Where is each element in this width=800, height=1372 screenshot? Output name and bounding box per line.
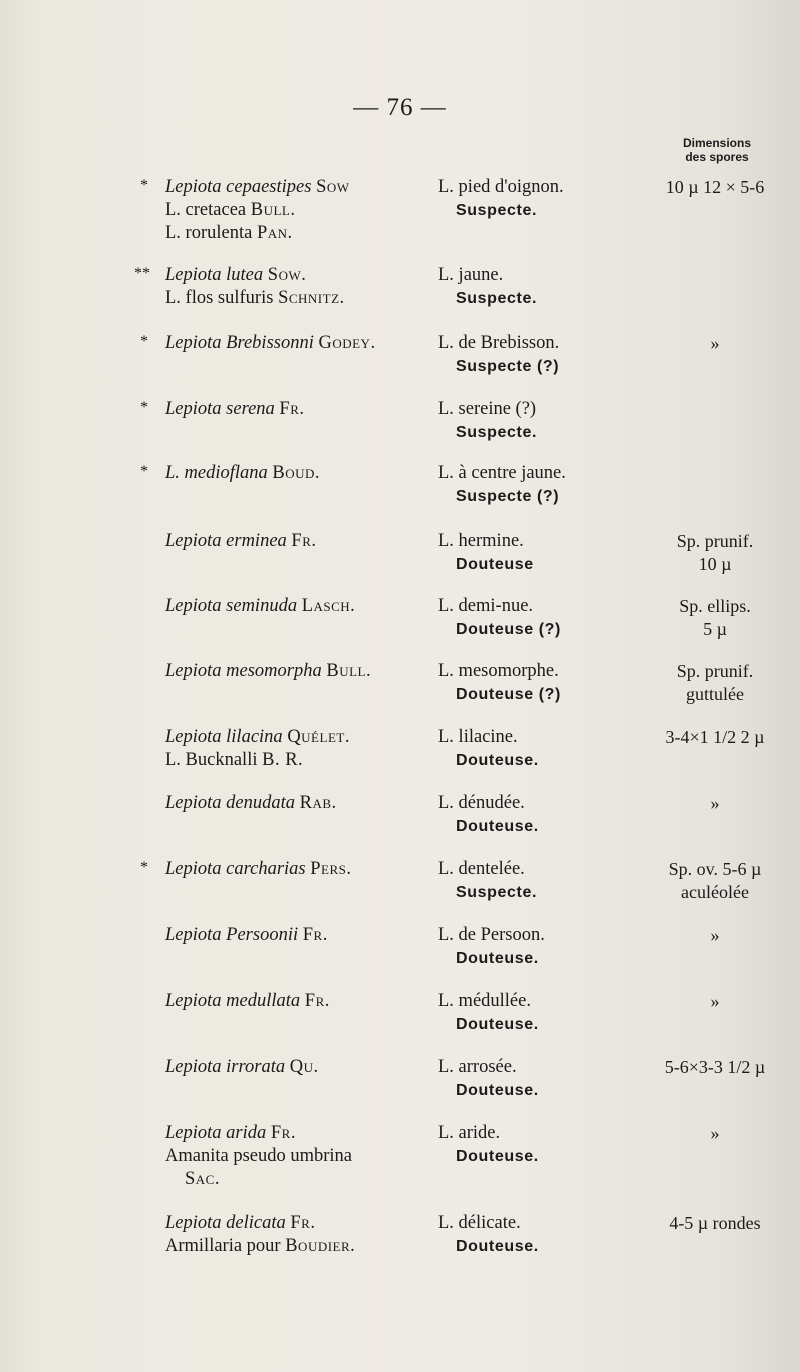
spore-dimensions [640, 530, 790, 576]
hazard-star: * [140, 177, 148, 194]
synonym-name: Amanita pseudo umbrina [165, 1146, 353, 1166]
edibility-status: Suspecte. [456, 424, 537, 441]
latin-name-line [165, 287, 435, 310]
french-name: L. dentelée. [438, 859, 525, 879]
spore-line: 5-6×3-3 1/2 µ [664, 1057, 766, 1077]
author-name: Godey. [318, 333, 376, 353]
latin-name-line [165, 1122, 435, 1145]
spore-dimensions [640, 858, 790, 904]
latin-name: Lepiota lilacina [165, 727, 283, 747]
edibility-status: Douteuse. [456, 818, 539, 835]
latin-names [165, 264, 435, 310]
author-name: Pan. [256, 223, 293, 243]
latin-name-line [165, 726, 435, 749]
synonym-name: L. flos sulfuris [165, 288, 274, 308]
latin-name-line [165, 1056, 435, 1079]
author-name: Pers. [310, 859, 352, 879]
spore-dimensions [640, 792, 790, 815]
latin-names [165, 660, 435, 683]
french-name-block [438, 1122, 648, 1168]
spore-dimensions [640, 1212, 790, 1235]
french-name: L. arrosée. [438, 1057, 517, 1077]
spore-dimensions [640, 595, 790, 641]
hazard-star: * [140, 399, 148, 416]
author-name: Rab. [299, 793, 337, 813]
french-name-block [438, 858, 648, 904]
spore-dimensions [640, 332, 790, 355]
latin-names [165, 332, 435, 355]
spore-line: » [710, 793, 720, 813]
author-name: Fr. [304, 991, 330, 1011]
french-name-block [438, 176, 648, 222]
latin-name-line [165, 176, 435, 199]
edibility-status: Suspecte. [456, 202, 537, 219]
spore-dimensions [640, 924, 790, 947]
edibility-status: Douteuse (?) [456, 621, 561, 638]
author-name: Lasch. [301, 596, 356, 616]
french-name-block [438, 924, 648, 970]
latin-name-line [165, 990, 435, 1013]
synonym-name: L. Bucknalli [165, 750, 258, 770]
latin-name-line [165, 749, 435, 772]
author-name: Boudier. [285, 1236, 356, 1256]
spore-dimensions [640, 990, 790, 1013]
french-name-block [438, 264, 648, 310]
spore-line: 4-5 µ rondes [669, 1213, 761, 1233]
author-name: Quélet. [287, 727, 350, 747]
spore-line: 10 µ [698, 554, 732, 574]
latin-names [165, 792, 435, 815]
latin-name: Lepiota denudata [165, 793, 296, 813]
spore-line: Sp. prunif. [676, 531, 754, 551]
author-name: B. R. [262, 750, 304, 770]
latin-name: L. medioflana [165, 463, 268, 483]
edibility-status: Douteuse. [456, 1238, 539, 1255]
latin-name-line [165, 1145, 435, 1168]
edibility-status: Douteuse. [456, 950, 539, 967]
french-name: L. à centre jaune. [438, 463, 566, 483]
latin-names [165, 726, 435, 772]
latin-name: Lepiota Persoonii [165, 925, 299, 945]
french-name: L. délicate. [438, 1213, 521, 1233]
author-name: Qu. [289, 1057, 319, 1077]
latin-name-line [165, 1168, 435, 1191]
latin-names [165, 176, 435, 245]
column-header-line: des spores [685, 150, 749, 164]
french-name: L. de Persoon. [438, 925, 545, 945]
author-name: Bull. [326, 661, 372, 681]
french-name-block [438, 660, 648, 706]
author-name: Boud. [272, 463, 321, 483]
author-name: Fr. [270, 1123, 296, 1143]
author-name: Sow. [267, 265, 307, 285]
latin-name: Lepiota carcharias [165, 859, 306, 879]
author-name: Bull. [250, 200, 296, 220]
spore-line: 10 µ 12 × 5-6 [665, 177, 765, 197]
edibility-status: Douteuse. [456, 1016, 539, 1033]
hazard-star: * [140, 859, 148, 876]
edibility-status: Douteuse [456, 556, 534, 573]
french-name-block [438, 332, 648, 378]
latin-names [165, 924, 435, 947]
spore-line: » [710, 333, 720, 353]
french-name-block [438, 595, 648, 641]
french-name-block [438, 1212, 648, 1258]
french-name: L. hermine. [438, 531, 524, 551]
latin-name-line [165, 398, 435, 421]
latin-name: Lepiota serena [165, 399, 275, 419]
author-name: Sac. [185, 1169, 220, 1189]
author-name: Fr. [302, 925, 328, 945]
french-name-block [438, 990, 648, 1036]
latin-name-line [165, 660, 435, 683]
french-name: L. jaune. [438, 265, 504, 285]
french-name: L. aride. [438, 1123, 501, 1143]
latin-names [165, 858, 435, 881]
edibility-status: Suspecte. [456, 884, 537, 901]
page-number: — 76 — [353, 94, 447, 121]
latin-name-line [165, 1235, 435, 1258]
latin-name: Lepiota cepaestipes [165, 177, 312, 197]
spore-line: 5 µ [703, 619, 727, 639]
latin-name: Lepiota mesomorpha [165, 661, 322, 681]
french-name-block [438, 530, 648, 576]
spore-line: aculéolée [681, 882, 749, 902]
spore-line: » [710, 1123, 720, 1143]
spore-line: Sp. ellips. [679, 596, 751, 616]
hazard-star: ** [134, 265, 150, 282]
latin-name-line [165, 792, 435, 815]
author-name: Schnitz. [278, 288, 345, 308]
synonym-name: L. cretacea [165, 200, 247, 220]
french-name: L. mesomorphe. [438, 661, 559, 681]
latin-name-line [165, 222, 435, 245]
latin-name: Lepiota seminuda [165, 596, 298, 616]
spore-dimensions [640, 1122, 790, 1145]
latin-names [165, 398, 435, 421]
latin-name: Lepiota irrorata [165, 1057, 286, 1077]
latin-name-line [165, 530, 435, 553]
spore-dimensions-header [662, 136, 772, 164]
latin-name-line [165, 462, 435, 485]
column-header-line: Dimensions [682, 136, 751, 150]
french-name: L. sereine (?) [438, 399, 537, 419]
spore-line: Sp. ov. 5-6 µ [668, 859, 762, 879]
spore-line: » [710, 991, 720, 1011]
latin-names [165, 462, 435, 485]
latin-names [165, 530, 435, 553]
spore-dimensions [640, 1056, 790, 1079]
latin-name-line [165, 264, 435, 287]
french-name-block [438, 1056, 648, 1102]
french-name: L. dénudée. [438, 793, 525, 813]
spore-line: guttulée [686, 684, 744, 704]
synonym-name: L. rorulenta [165, 223, 253, 243]
edibility-status: Douteuse. [456, 752, 539, 769]
french-name: L. demi-nue. [438, 596, 534, 616]
latin-name-line [165, 332, 435, 355]
latin-names [165, 595, 435, 618]
author-name: Fr. [290, 1213, 316, 1233]
edibility-status: Douteuse (?) [456, 686, 561, 703]
spore-line: Sp. prunif. [676, 661, 754, 681]
latin-name: Lepiota delicata [165, 1213, 286, 1233]
latin-names [165, 1122, 435, 1191]
latin-names [165, 1212, 435, 1258]
french-name-block [438, 398, 648, 444]
french-name-block [438, 792, 648, 838]
latin-name-line [165, 1212, 435, 1235]
author-name: Sow [316, 177, 350, 197]
author-name: Fr. [279, 399, 305, 419]
edibility-status: Suspecte (?) [456, 358, 560, 375]
edibility-status: Suspecte. [456, 290, 537, 307]
spore-line: » [710, 925, 720, 945]
latin-name: Lepiota erminea [165, 531, 287, 551]
latin-names [165, 1056, 435, 1079]
latin-name-line [165, 595, 435, 618]
latin-name-line [165, 924, 435, 947]
synonym-name: Armillaria pour [165, 1236, 281, 1256]
latin-name: Lepiota medullata [165, 991, 301, 1011]
hazard-star: * [140, 463, 148, 480]
french-name: L. de Brebisson. [438, 333, 560, 353]
spore-dimensions [640, 726, 790, 749]
french-name: L. médullée. [438, 991, 531, 1011]
french-name: L. lilacine. [438, 727, 518, 747]
french-name-block [438, 462, 648, 508]
latin-name: Lepiota arida [165, 1123, 267, 1143]
latin-names [165, 990, 435, 1013]
latin-name-line [165, 199, 435, 222]
latin-name: Lepiota Brebissonni [165, 333, 314, 353]
latin-name-line [165, 858, 435, 881]
french-name: L. pied d'oignon. [438, 177, 564, 197]
edibility-status: Douteuse. [456, 1082, 539, 1099]
spore-dimensions [640, 660, 790, 706]
spore-dimensions [640, 176, 790, 199]
latin-name: Lepiota lutea [165, 265, 264, 285]
french-name-block [438, 726, 648, 772]
edibility-status: Douteuse. [456, 1148, 539, 1165]
spore-line: 3-4×1 1/2 2 µ [665, 727, 765, 747]
hazard-star: * [140, 333, 148, 350]
author-name: Fr. [291, 531, 317, 551]
edibility-status: Suspecte (?) [456, 488, 560, 505]
